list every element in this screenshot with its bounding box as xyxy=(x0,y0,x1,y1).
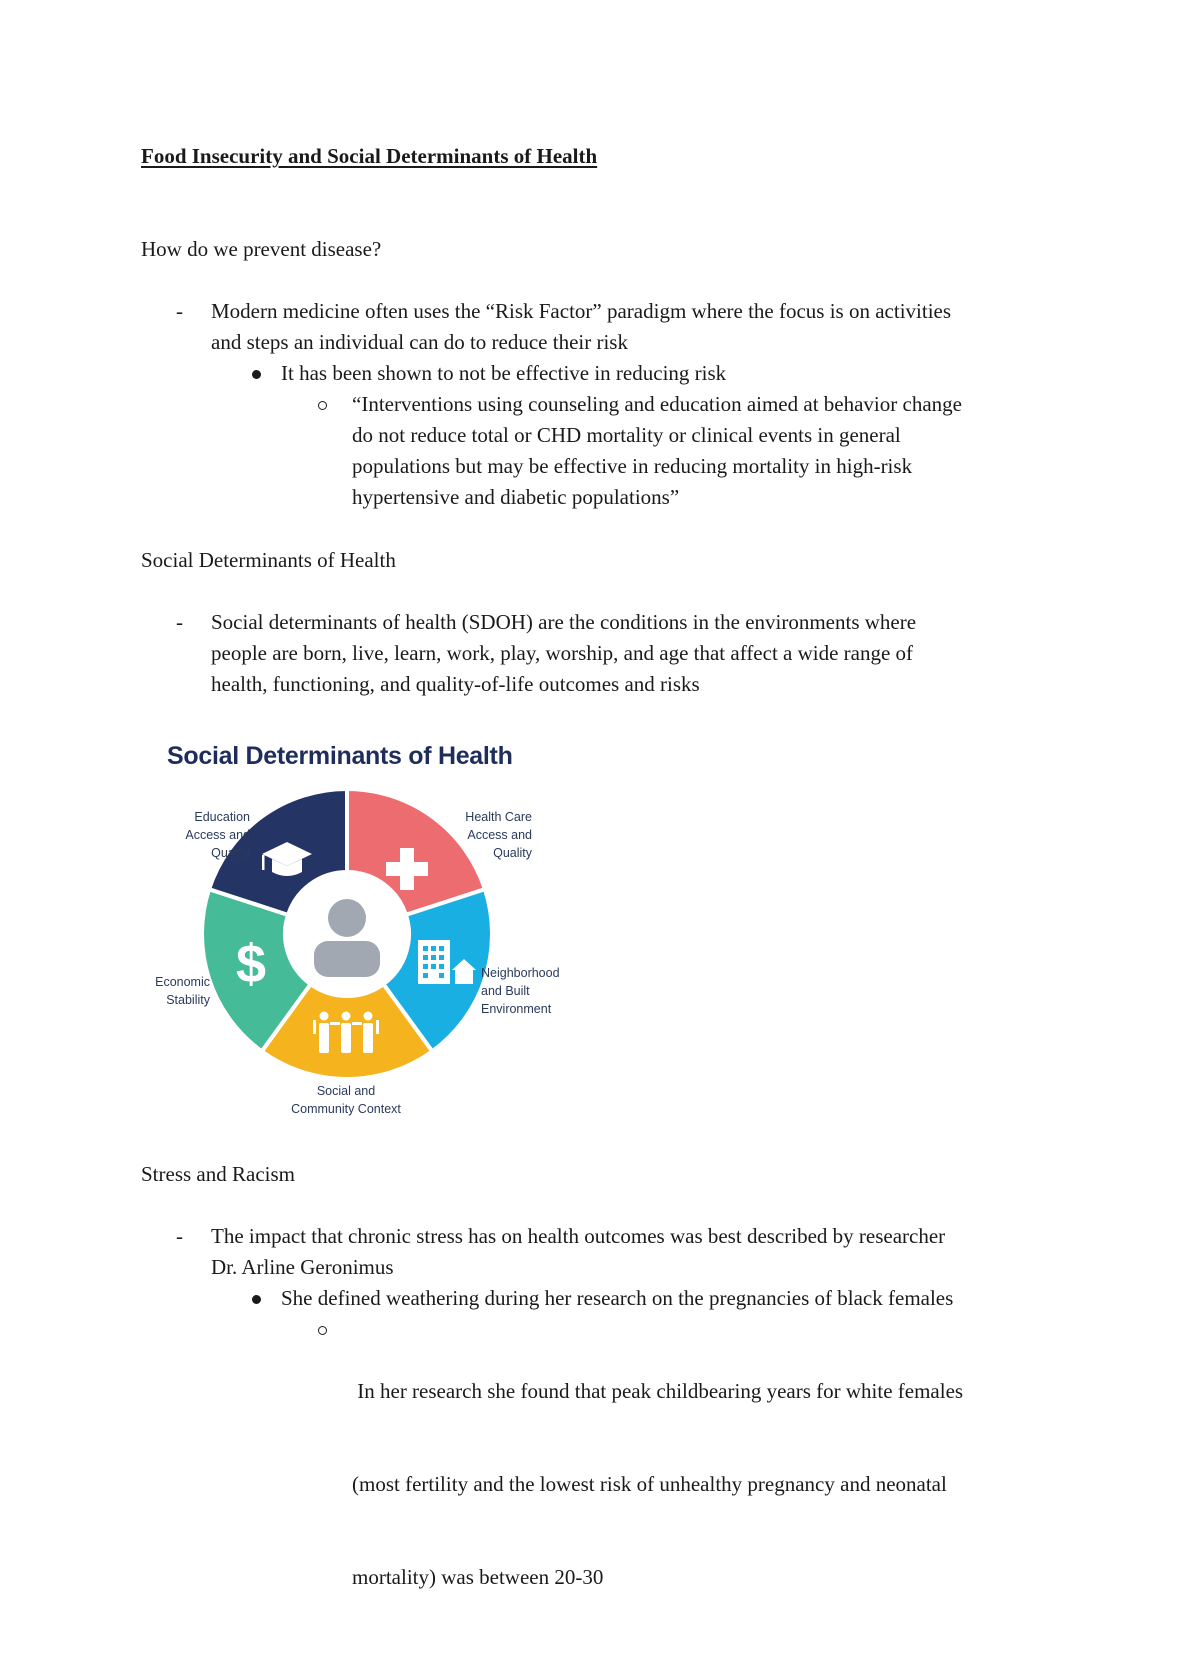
figure-title: Social Determinants of Health xyxy=(167,742,513,770)
sub-item-weathering: She defined weathering during her research on the pregnancies of black females xyxy=(281,1286,954,1310)
list-item-line: Modern medicine often uses the “Risk Factor” paradigm where the focus is on activities xyxy=(211,299,952,323)
label-health-care: Health Care Access and Quality xyxy=(465,810,532,860)
dollar-sign-icon: $ xyxy=(235,934,267,994)
list-item-line: people are born, live, learn, work, play, worship, and age that affect a wide range of xyxy=(211,641,914,665)
label-economic: Economic Stability xyxy=(155,975,210,1007)
filled-bullet-icon xyxy=(252,1295,261,1304)
list-item-line: and steps an individual can do to reduce their risk xyxy=(211,330,628,354)
list-item-line: health, functioning, and quality-of-life outcomes and risks xyxy=(211,672,700,696)
list-item-line: Social determinants of health (SDOH) are the conditions in the environments where xyxy=(211,610,917,634)
section-heading-stress-racism: Stress and Racism xyxy=(141,1162,295,1186)
section-heading-prevent-disease: How do we prevent disease? xyxy=(141,237,382,261)
nested-line: In her research she found that peak childbearing years for white females xyxy=(352,1379,964,1403)
dash-marker: - xyxy=(176,299,183,323)
nested-item-research xyxy=(352,1314,963,1655)
quote-line: do not reduce total or CHD mortality or clinical events in general xyxy=(352,423,901,447)
dash-marker: - xyxy=(176,610,183,634)
hollow-bullet-icon xyxy=(318,1326,327,1335)
dash-marker: - xyxy=(176,1224,183,1248)
label-neighborhood: Neighborhood and Built Environment xyxy=(481,966,560,1016)
community-people-icon xyxy=(313,1012,379,1054)
nested-line: (most fertility and the lowest risk of unhealthy pregnancy and neonatal xyxy=(352,1472,947,1496)
label-social-community: Social and Community Context xyxy=(291,1084,401,1116)
label-education: Education Access and Quality xyxy=(185,810,250,860)
quote-line: populations but may be effective in reducing mortality in high-risk xyxy=(352,454,913,478)
sub-item-not-effective: It has been shown to not be effective in reducing risk xyxy=(281,361,727,385)
section-heading-sdoh: Social Determinants of Health xyxy=(141,548,396,572)
list-item-line: The impact that chronic stress has on health outcomes was best described by researcher xyxy=(211,1224,946,1248)
nested-line: mortality) was between 20-30 xyxy=(352,1565,604,1589)
document-title: Food Insecurity and Social Determinants of Health xyxy=(141,144,598,168)
list-item-line: Dr. Arline Geronimus xyxy=(211,1255,394,1279)
list-item-chronic-stress xyxy=(211,1221,945,1283)
quote-line: “Interventions using counseling and education aimed at behavior change xyxy=(352,392,962,416)
quote-line: hypertensive and diabetic populations” xyxy=(352,485,680,509)
